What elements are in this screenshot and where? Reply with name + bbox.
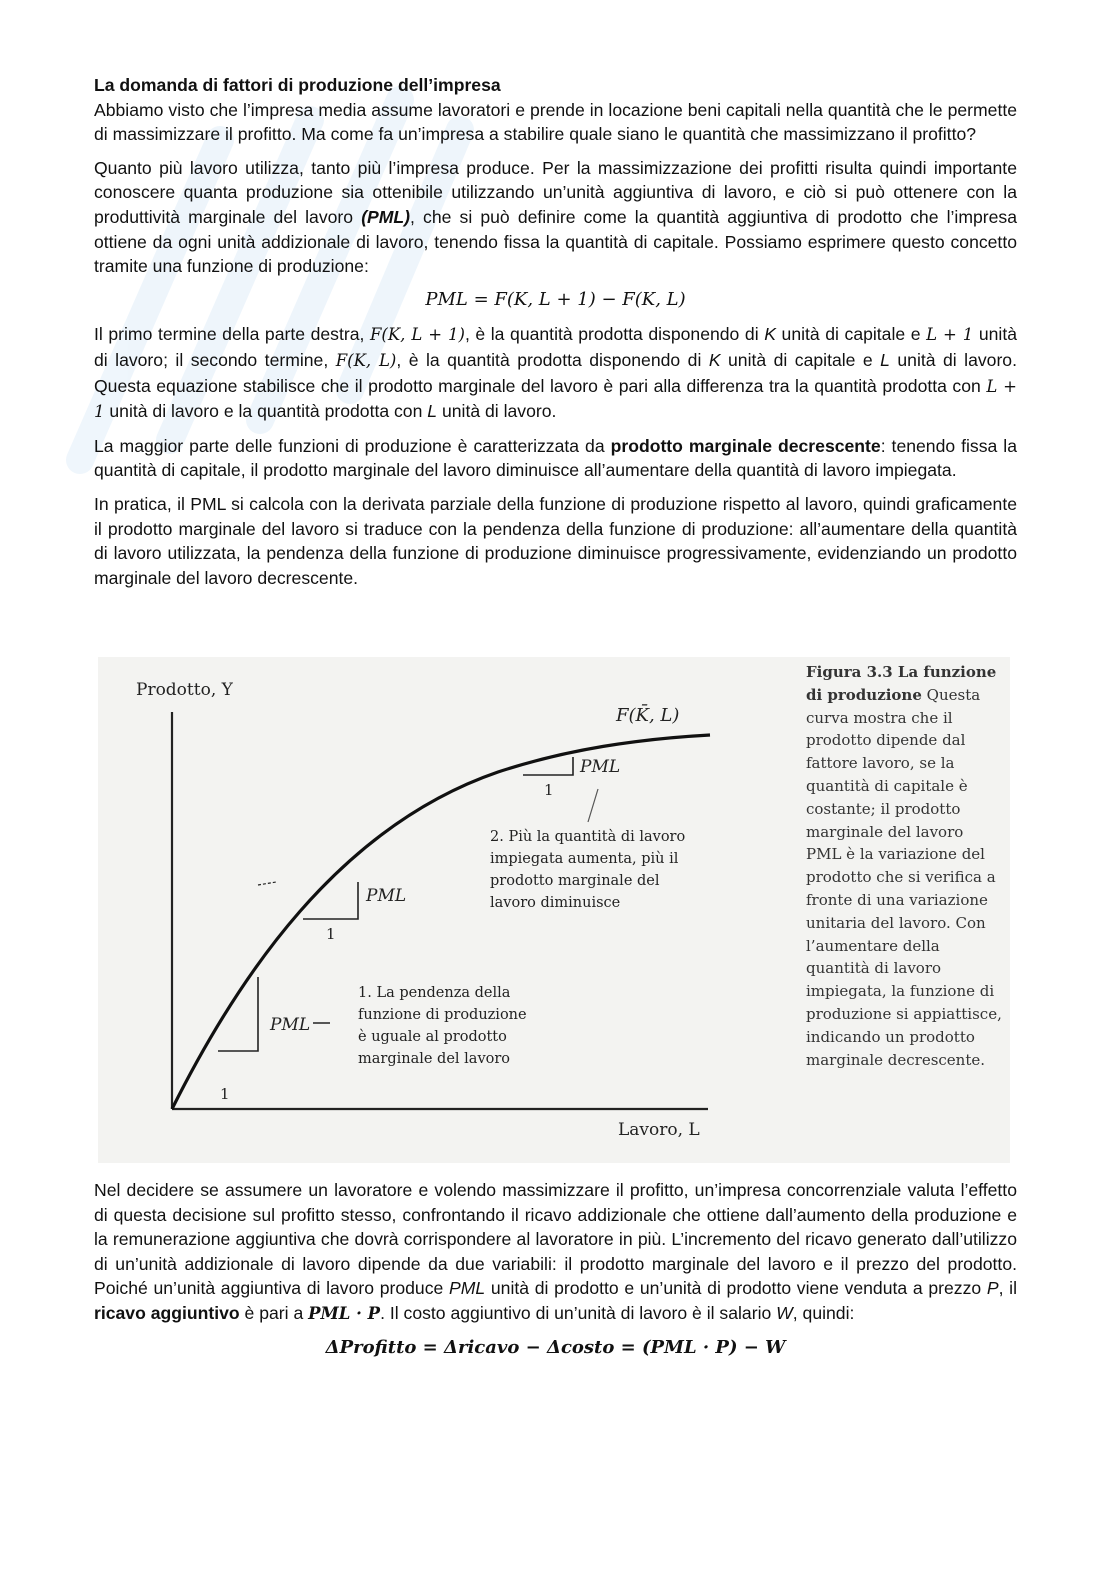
unit-label-1: 1 [220,1085,230,1103]
p6-text: , quindi: [792,1302,855,1323]
p3-text: , è la quantità prodotta disponendo di [396,349,709,370]
curve-label: F(K̄, L) [616,705,680,726]
p3-text: , è la quantità prodotta disponendo di [464,324,765,345]
pml-term: (PML) [361,206,411,227]
figure-caption [806,661,1002,1071]
p6-text: unità di prodotto e un’unità di prodotto viene venduta a prezzo [485,1278,987,1299]
slope-triangle-3 [523,757,573,775]
math-term: L [880,349,890,370]
y-axis-label: Prodotto, Y [136,680,233,700]
math-term: L [427,401,438,422]
note1-line: funzione di produzione [358,1007,527,1023]
p4-text: : tenendo fissa la quantità di capitale, il prodotto marginale del lavoro diminuisce all’aumentare della quantità di lavoro impiegata. [94,435,1017,481]
math-term: PML · P [308,1303,381,1323]
note1-line: è uguale al prodotto [358,1029,507,1045]
math-term: W [776,1302,793,1323]
p3-text: unità di lavoro; il secondo termine, [94,324,1017,370]
key-term: ricavo aggiuntivo [94,1302,240,1323]
math-term: PML [449,1278,486,1299]
text-block-bottom [94,1178,1017,1360]
paragraph-2-b: , che si può definire come la quantità aggiuntiva di prodotto che l’impresa ottiene da ogni unità addizionale di lavoro, tenendo fissa la quantità di capitale. Possiamo esprimere questo concetto tramite una funzione di produzione: [94,206,1017,277]
math-term: L + 1 [94,376,1017,422]
math-term: P [986,1278,999,1299]
p3-text: unità di lavoro. [437,401,557,422]
p6-text: è pari a [239,1302,309,1323]
pml-label-2: PML [366,886,407,906]
unit-label-3: 1 [544,781,554,799]
p6-text: . Il costo aggiuntivo di un’unità di lavoro è il salario [380,1302,777,1323]
p4-text: La maggior parte delle funzioni di produzione è caratterizzata da [94,435,611,456]
caption-title: Figura 3.3 La funzione di produzione [806,663,997,704]
math-term: L + 1 [926,325,974,345]
section-heading: La domanda di fattori di produzione dell’impresa [94,75,501,95]
equation-pml: PML = F(K, L + 1) − F(K, L) [425,288,686,310]
note2-line: lavoro diminuisce [490,895,621,911]
math-term: K [764,324,776,345]
pml-label-1: PML [270,1015,311,1035]
paragraph-6 [94,1178,1017,1327]
math-term: F(K, L) [335,350,397,370]
p3-text: unità di capitale e [775,324,927,345]
note1-line: marginale del lavoro [358,1051,511,1067]
paragraph-4 [94,434,1017,483]
key-term: prodotto marginale decrescente [610,435,881,456]
note2-line: prodotto marginale del [490,873,660,889]
note2-line: impiegata aumenta, più il [490,851,679,867]
leader-line [258,882,276,885]
p6-text: , il [998,1278,1017,1299]
paragraph-1: Abbiamo visto che l’impresa media assume lavoratori e prende in locazione beni capitali nella quantità che le permette di massimizzare il profitto. Ma come fa un’impresa a stabilire quale siano le quantità che massimizzano il profitto? [94,99,1017,145]
production-function-figure [98,657,1010,1163]
p3-text: Il primo termine della parte destra, [94,324,370,345]
leader-line [588,789,598,822]
caption-body: Questa curva mostra che il prodotto dipende dal fattore lavoro, se la quantità di capitale è costante; il prodotto marginale del lavoro PML è la variazione del prodotto che si verifica a fronte di una variazione unitaria del lavoro. Con l’aumentare della quantità di lavoro impiegata, la funzione di produzione si appiattisce, indicando un prodotto marginale decrescente. [806,685,1002,1069]
paragraph-3 [94,322,1017,424]
p3-text: unità di capitale e [720,349,881,370]
note1-line: 1. La pendenza della [358,985,511,1001]
paragraph-2-a: Quanto più lavoro utilizza, tanto più l’impresa produce. Per la massimizzazione dei profitti risulta quindi importante conoscere quanta produzione sia ottenibile utilizzando un’unità aggiuntiva di lavoro, e ciò si può ottenere con la produttività marginale del lavoro [94,157,1017,227]
math-term: K [708,349,721,370]
paragraph-2 [94,156,1017,279]
paragraph-5: In pratica, il PML si calcola con la derivata parziale della funzione di produzione rispetto al lavoro, quindi graficamente il prodotto marginale del lavoro si traduce con la pendenza della funzione di produzione: all’aumentare della quantità di lavoro utilizzata, la pendenza della funzione di produzione diminuisce progressivamente, evidenziando un prodotto marginale del lavoro decrescente. [94,493,1017,588]
p3-text: unità di lavoro e la quantità prodotta con [104,401,428,422]
unit-label-2: 1 [326,925,336,943]
note2-line: 2. Più la quantità di lavoro [490,829,686,845]
math-term: F(K, L + 1) [369,325,465,345]
p3-text: unità di lavoro. Questa equazione stabilisce che il prodotto marginale del lavoro è pari alla differenza tra la quantità prodotta con [94,349,1017,396]
equation-profit: ΔProfitto = Δricavo − Δcosto = (PML · P) − W [325,1336,786,1358]
text-block-top [94,73,1017,599]
x-axis-label: Lavoro, L [618,1120,700,1140]
pml-label-3: PML [580,757,621,777]
p6-text: Nel decidere se assumere un lavoratore e volendo massimizzare il profitto, un’impresa concorrenziale valuta l’effetto di questa decisione sul profitto stesso, confrontando il ricavo addizionale che ottiene dall’aumento della produzione e la remunerazione aggiuntiva che dovrà corrispondere al lavoratore in più. L’incremento del ricavo generato dall’utilizzo di un’unità addizionale di lavoro dipende da due variabili: il prodotto marginale del lavoro e il prezzo del prodotto. Poiché un’unità aggiuntiva di lavoro produce [94,1180,1017,1299]
